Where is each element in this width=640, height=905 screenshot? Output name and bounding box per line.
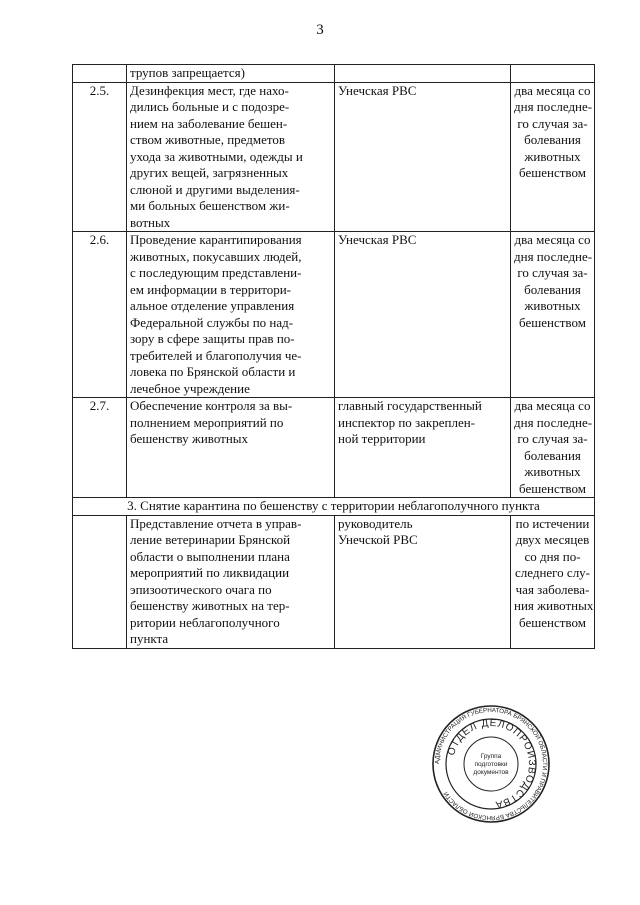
executor-text-line: руководитель (338, 515, 413, 531)
measure-text-line: Представление отчета в управ- (130, 515, 302, 531)
executor-text (335, 232, 511, 398)
executor-text-line: ной территории (338, 431, 426, 446)
executor-text-line: Унечская РВС (338, 232, 417, 247)
table-row (73, 515, 595, 648)
measure-text (127, 398, 335, 498)
deadline-text (511, 232, 595, 398)
measure-text-line: альное отделение управления (130, 298, 295, 313)
deadline-text-line: дня последне- (514, 248, 593, 264)
section-title: 3. Снятие карантина по бешенству с территории неблагополучного пункта (73, 498, 595, 516)
measure-text-line: с последующим представлени- (130, 265, 302, 280)
executor-text-line: инспектор по закреплен- (338, 414, 476, 430)
executor-text-line: Унечская РВС (338, 82, 417, 98)
measures-table (72, 64, 595, 649)
deadline-text-line: животных (524, 298, 581, 313)
measure-text-line: других вещей, загрязненных (130, 165, 289, 180)
measure-text-line: нием на заболевание бешен- (130, 115, 288, 131)
measure-text (127, 65, 335, 83)
page-number: 3 (316, 22, 324, 38)
measure-text-line: лечебное учреждение (130, 380, 250, 396)
measure-text (127, 515, 335, 648)
measure-text-line: требителей и благополучия че- (130, 347, 302, 363)
executor-text-line: главный государственный (338, 398, 482, 413)
measure-text-line: области о выполнении плана (130, 548, 290, 564)
deadline-text-line: двух месяцев (515, 532, 590, 547)
measure-text-line: Обеспечение контроля за вы- (130, 398, 293, 413)
deadline-text-line: болевания (524, 132, 581, 147)
table-body (73, 65, 595, 498)
executor-text (335, 515, 511, 648)
deadline-text-line: ния животных (514, 598, 594, 613)
deadline-text-line: чая заболева- (515, 581, 590, 597)
measure-text-line: животных, покусавших людей, (130, 248, 302, 264)
deadline-text-line: бешенством (519, 614, 586, 630)
deadline-text (511, 515, 595, 648)
stamp-center-text (473, 753, 509, 776)
deadline-text-line: бешенством (519, 480, 586, 496)
stamp-center-line: Группа (480, 753, 502, 760)
deadline-text-line: болевания (524, 281, 581, 297)
executor-text (335, 82, 511, 232)
executor-text (335, 65, 511, 83)
official-stamp (430, 703, 552, 825)
item-number: 2.6. (73, 232, 127, 398)
measure-text-line: Федеральной службы по над- (130, 314, 294, 330)
measure-text-line: мероприятий по ликвидации (130, 565, 290, 580)
deadline-text-line: дня последне- (514, 414, 593, 430)
item-number (73, 515, 127, 648)
measure-text-line: ми больных бешенством жи- (130, 198, 290, 213)
measure-text (127, 232, 335, 398)
deadline-text-line: животных (524, 148, 581, 164)
deadline-text-line: со дня по- (524, 548, 581, 564)
deadline-text-line: дня последне- (514, 99, 593, 114)
measure-text-line: пункта (130, 631, 169, 646)
table-row (73, 232, 595, 398)
measure-text-line: бешенству животных на тер- (130, 598, 290, 613)
item-number: 2.7. (73, 398, 127, 498)
table-row (73, 398, 595, 498)
measure-text (127, 82, 335, 232)
deadline-text-line: животных (524, 464, 581, 479)
stamp-center-line: подготовки (474, 761, 508, 768)
deadline-text-line: два месяца со (514, 82, 591, 98)
measure-text-line: трупов запрещается) (130, 65, 245, 80)
item-number (73, 65, 127, 83)
measure-text-line: ловека по Брянской области и (130, 364, 296, 379)
deadline-text (511, 82, 595, 232)
measure-text-line: дились больные и с подозре- (130, 99, 290, 114)
item-number: 2.5. (73, 82, 127, 232)
measure-text-line: зору в сфере защиты прав по- (130, 331, 295, 346)
measure-text-line: Дезинфекция мест, где нахо- (130, 82, 289, 98)
measure-text-line: ритории неблагополучного (130, 614, 280, 630)
measure-text-line: вотных (130, 214, 171, 230)
deadline-text-line: го случая за- (517, 115, 588, 131)
deadline-text-line: следнего слу- (514, 565, 591, 580)
stamp-center-line: документов (473, 769, 509, 776)
measure-text-line: ством животные, предметов (130, 132, 286, 147)
table-row (73, 65, 595, 83)
executor-text-line: Унечской РВС (338, 532, 418, 547)
measure-text-line: слюной и другими выделения- (130, 181, 300, 197)
deadline-text-line: бешенством (519, 165, 586, 180)
stamp-middle-text: ОТДЕЛ ДЕЛОПРОИЗВОДСТВА (446, 717, 538, 810)
deadline-text-line: два месяца со (514, 398, 591, 413)
measure-text-line: эпизоотического очага по (130, 581, 272, 597)
stamp-outer-text: АДМИНИСТРАЦИЯ ГУБЕРНАТОРА БРЯНСКОЙ ОБЛАСТИ И ПРАВИТЕЛЬСТВА БРЯНСКОЙ ОБЛАСТИ (433, 706, 549, 822)
table-row (73, 82, 595, 232)
measure-text-line: ухода за животными, одежды и (130, 148, 303, 164)
measure-text-line: полнением мероприятий по (130, 414, 284, 430)
deadline-text-line: го случая за- (517, 431, 588, 446)
measure-text-line: ем информации в территори- (130, 281, 292, 297)
measure-text-line: Проведение карантипирования (130, 232, 302, 247)
executor-text (335, 398, 511, 498)
deadline-text (511, 398, 595, 498)
deadline-text (511, 65, 595, 83)
deadline-text-line: болевания (524, 447, 581, 463)
measure-text-line: бешенству животных (130, 431, 249, 446)
measure-text-line: ление ветеринарии Брянской (130, 532, 291, 547)
deadline-text-line: го случая за- (517, 265, 588, 280)
deadline-text-line: по истечении (515, 515, 590, 531)
deadline-text-line: бешенством (519, 314, 586, 330)
section-header-row (73, 498, 595, 516)
deadline-text-line: два месяца со (514, 232, 591, 247)
section-body (73, 498, 595, 649)
